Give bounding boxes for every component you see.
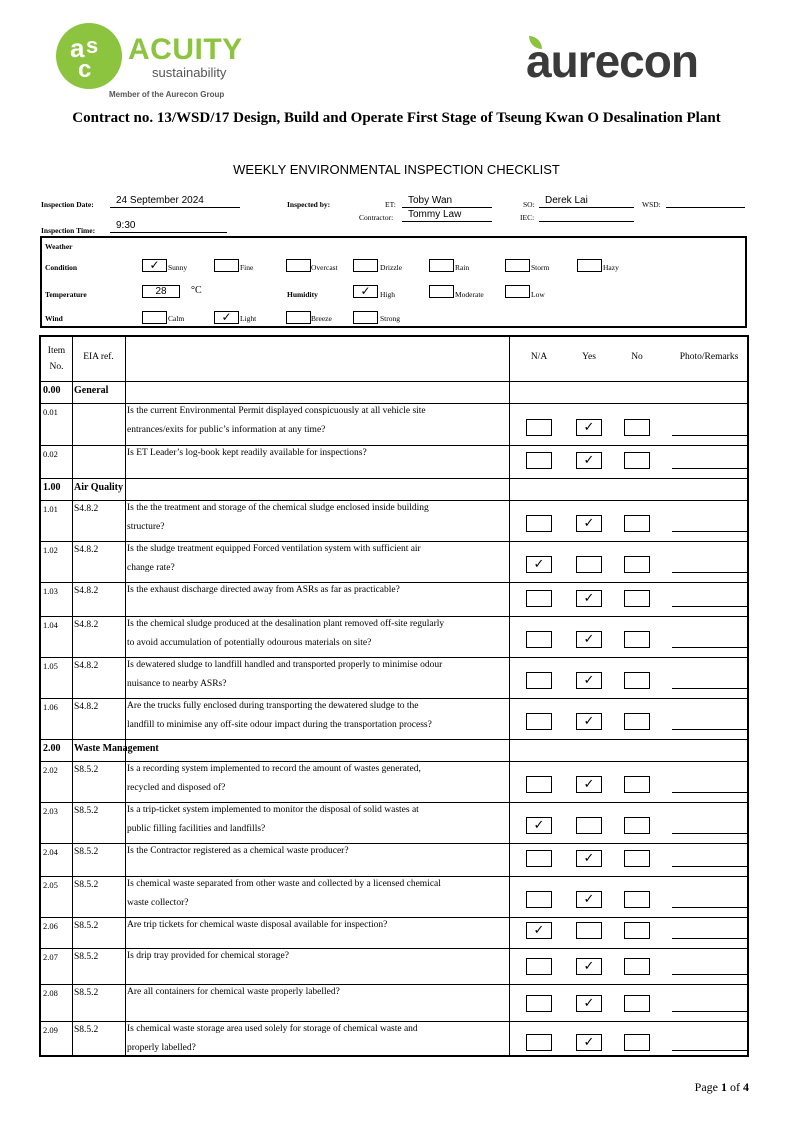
checkbox-na[interactable] — [526, 452, 552, 469]
condition-storm-label: Storm — [531, 263, 550, 272]
question-text: Is a recording system implemented to record the amount of wastes generated, — [127, 764, 421, 774]
checkbox-yes[interactable]: ✓ — [576, 776, 602, 793]
contractor-label: Contractor: — [359, 213, 394, 222]
item-number: 2.06 — [43, 921, 58, 931]
checkbox-no[interactable] — [624, 922, 650, 939]
page-number: Page 1 of 4 — [694, 1080, 749, 1094]
question-text: Is the current Environmental Permit displayed conspicuously at all vehicle site — [127, 406, 426, 416]
eia-ref: S8.5.2 — [74, 880, 99, 890]
checkbox-na[interactable] — [526, 590, 552, 607]
item-number: 2.02 — [43, 765, 58, 775]
question-text: Is the Contractor registered as a chemical waste producer? — [127, 846, 349, 856]
checkbox-yes[interactable]: ✓ — [576, 1034, 602, 1051]
eia-ref: S4.8.2 — [74, 702, 99, 712]
eia-ref: S4.8.2 — [74, 504, 99, 514]
acuity-logo-sub: sustainability — [152, 65, 227, 80]
checkbox-na[interactable] — [526, 713, 552, 730]
contract-line: Contract no. 13/WSD/17 Design, Build and Operate First Stage of Tseung Kwan O Desalination Plant — [72, 110, 721, 126]
col-header-yes: Yes — [582, 352, 596, 362]
question-text: Is the chemical sludge produced at the desalination plant removed off-site regularly — [127, 619, 445, 629]
item-number: 2.03 — [43, 806, 58, 816]
checkbox-no[interactable] — [624, 515, 650, 532]
col-header-item: Item No. — [47, 346, 66, 372]
weather-heading: Weather — [45, 242, 73, 251]
item-number: 1.02 — [43, 545, 58, 555]
condition-sunny-checkbox[interactable]: ✓ — [142, 259, 167, 272]
item-number: 2.08 — [43, 988, 58, 998]
eia-ref: S8.5.2 — [74, 847, 99, 857]
checkbox-no[interactable] — [624, 995, 650, 1012]
temperature-label: Temperature — [45, 290, 87, 299]
wind-calm-label: Calm — [168, 314, 185, 323]
so-field[interactable]: Derek Lai — [539, 195, 634, 208]
svg-text:c: c — [78, 56, 92, 83]
acuity-member-text: Member of the Aurecon Group — [109, 90, 225, 99]
temperature-field[interactable]: 28 — [142, 285, 180, 298]
condition-hazy-label: Hazy — [603, 263, 619, 272]
question-text: Is a trip-ticket system implemented to monitor the disposal of solid wastes at — [127, 805, 419, 815]
item-number: 2.09 — [43, 1025, 58, 1035]
humidity-low-checkbox[interactable] — [505, 285, 530, 298]
inspection-date-field[interactable]: 24 September 2024 — [110, 195, 240, 208]
question-text-cont: entrances/exits for public’s information at any time? — [127, 425, 326, 435]
question-text: Is chemical waste separated from other waste and collected by a licensed chemical — [127, 879, 441, 889]
checkbox-yes[interactable]: ✓ — [576, 452, 602, 469]
eia-ref: S8.5.2 — [74, 806, 99, 816]
checkbox-no[interactable] — [624, 1034, 650, 1051]
question-text-cont: landfill to minimise any off-site odour impact during the transportation process? — [127, 720, 432, 730]
checkbox-no[interactable] — [624, 631, 650, 648]
col-header-na: N/A — [530, 352, 548, 362]
eia-ref: S4.8.2 — [74, 586, 99, 596]
checkbox-no[interactable] — [624, 672, 650, 689]
checkbox-no[interactable] — [624, 590, 650, 607]
checkbox-na[interactable] — [526, 419, 552, 436]
humidity-label: Humidity — [287, 290, 318, 299]
humidity-high-checkbox[interactable]: ✓ — [353, 285, 378, 298]
question-text-cont: change rate? — [127, 563, 175, 573]
condition-sunny-label: Sunny — [168, 263, 188, 272]
remarks-line[interactable] — [672, 435, 748, 436]
item-number: 1.06 — [43, 702, 58, 712]
wind-strong-label: Strong — [380, 314, 401, 323]
remarks-line[interactable] — [672, 907, 748, 908]
item-number: 2.04 — [43, 847, 58, 857]
remarks-line[interactable] — [672, 606, 748, 607]
checkbox-yes[interactable]: ✓ — [576, 515, 602, 532]
temperature-unit: °C — [191, 285, 202, 296]
humidity-moderate-checkbox[interactable] — [429, 285, 454, 298]
wind-breeze-checkbox[interactable] — [286, 311, 311, 324]
checkbox-na[interactable] — [526, 515, 552, 532]
wind-strong-checkbox[interactable] — [353, 311, 378, 324]
inspection-time-field[interactable]: 9:30 — [110, 220, 227, 233]
et-field[interactable]: Toby Wan — [402, 195, 492, 208]
remarks-line[interactable] — [672, 792, 748, 793]
iec-field[interactable] — [539, 209, 634, 222]
so-label: SO: — [523, 200, 535, 209]
question-text: Is chemical waste storage area used solely for storage of chemical waste and — [127, 1024, 418, 1034]
checkbox-yes[interactable] — [576, 922, 602, 939]
item-number: 0.02 — [43, 449, 58, 459]
condition-overcast-label: Overcast — [311, 263, 338, 272]
wsd-field[interactable] — [666, 195, 745, 208]
question-text: Is dewatered sludge to landfill handled and transported properly to minimise odour — [127, 660, 443, 670]
question-text-cont: properly labelled? — [127, 1043, 196, 1053]
checkbox-yes[interactable]: ✓ — [576, 419, 602, 436]
question-text: Is the the treatment and storage of the chemical sludge enclosed inside building — [127, 503, 429, 513]
section-number: 0.00 — [43, 385, 61, 396]
checkbox-yes[interactable]: ✓ — [576, 713, 602, 730]
question-text: Are the trucks fully enclosed during transporting the dewatered sludge to the — [127, 701, 419, 711]
eia-ref: S4.8.2 — [74, 545, 99, 555]
condition-fine-label: Fine — [240, 263, 254, 272]
wsd-label: WSD: — [642, 200, 661, 209]
condition-rain-label: Rain — [455, 263, 470, 272]
checkbox-yes[interactable]: ✓ — [576, 850, 602, 867]
question-text-cont: to avoid accumulation of potentially odourous materials on site? — [127, 638, 372, 648]
humidity-moderate-label: Moderate — [455, 290, 484, 299]
remarks-line[interactable] — [672, 572, 748, 573]
item-number: 2.05 — [43, 880, 58, 890]
col-header-eia: EIA ref. — [83, 352, 114, 362]
checkbox-yes[interactable] — [576, 556, 602, 573]
col-header-no: No — [631, 352, 643, 362]
remarks-line[interactable] — [672, 938, 748, 939]
checkbox-na[interactable] — [526, 776, 552, 793]
checkbox-yes[interactable]: ✓ — [576, 958, 602, 975]
section-title: Waste Management — [74, 743, 159, 754]
checkbox-na[interactable] — [526, 672, 552, 689]
question-text: Is the exhaust discharge directed away from ASRs as far as practicable? — [127, 585, 400, 595]
inspected-by-label: Inspected by: — [287, 200, 331, 209]
checkbox-na[interactable] — [526, 891, 552, 908]
checkbox-na[interactable]: ✓ — [526, 817, 552, 834]
eia-ref: S8.5.2 — [74, 921, 99, 931]
checkbox-no[interactable] — [624, 891, 650, 908]
remarks-line[interactable] — [672, 468, 748, 469]
item-number: 1.01 — [43, 504, 58, 514]
remarks-line[interactable] — [672, 729, 748, 730]
item-number: 2.07 — [43, 952, 58, 962]
checkbox-na[interactable] — [526, 995, 552, 1012]
condition-drizzle-checkbox[interactable] — [353, 259, 378, 272]
inspection-time-label: Inspection Time: — [41, 226, 96, 235]
condition-rain-checkbox[interactable] — [429, 259, 454, 272]
contractor-field[interactable]: Tommy Law — [402, 209, 492, 222]
checkbox-yes[interactable]: ✓ — [576, 672, 602, 689]
checkbox-yes[interactable]: ✓ — [576, 631, 602, 648]
item-number: 1.05 — [43, 661, 58, 671]
question-text-cont: structure? — [127, 522, 165, 532]
eia-ref: S8.5.2 — [74, 988, 99, 998]
checkbox-na[interactable] — [526, 958, 552, 975]
wind-light-checkbox[interactable]: ✓ — [214, 311, 239, 324]
wind-label: Wind — [45, 314, 63, 323]
checkbox-no[interactable] — [624, 556, 650, 573]
eia-ref: S8.5.2 — [74, 1025, 99, 1035]
condition-fine-checkbox[interactable] — [214, 259, 239, 272]
row-divider — [41, 478, 747, 479]
checkbox-no[interactable] — [624, 713, 650, 730]
question-text: Is ET Leader’s log-book kept readily available for inspections? — [127, 448, 367, 458]
iec-label: IEC: — [520, 213, 535, 222]
acuity-logo-mark — [56, 23, 122, 89]
condition-overcast-checkbox[interactable] — [286, 259, 311, 272]
row-divider — [41, 739, 747, 740]
svg-text:a: a — [70, 33, 85, 63]
remarks-line[interactable] — [672, 688, 748, 689]
question-text-cont: waste collector? — [127, 898, 189, 908]
item-number: 1.03 — [43, 586, 58, 596]
checkbox-no[interactable] — [624, 958, 650, 975]
condition-label: Condition — [45, 263, 78, 272]
checkbox-yes[interactable]: ✓ — [576, 995, 602, 1012]
checkbox-no[interactable] — [624, 419, 650, 436]
wind-breeze-label: Breeze — [311, 314, 332, 323]
inspection-date-label: Inspection Date: — [41, 200, 94, 209]
checkbox-na[interactable] — [526, 850, 552, 867]
checkbox-yes[interactable] — [576, 817, 602, 834]
remarks-line[interactable] — [672, 866, 748, 867]
col-header-remarks: Photo/Remarks — [679, 352, 739, 362]
condition-storm-checkbox[interactable] — [505, 259, 530, 272]
checkbox-yes[interactable]: ✓ — [576, 590, 602, 607]
item-number: 0.01 — [43, 407, 58, 417]
eia-ref: S8.5.2 — [74, 952, 99, 962]
question-text: Are all containers for chemical waste properly labelled? — [127, 987, 340, 997]
section-number: 2.00 — [43, 743, 61, 754]
checkbox-na[interactable] — [526, 1034, 552, 1051]
remarks-line[interactable] — [672, 1011, 748, 1012]
remarks-line[interactable] — [672, 647, 748, 648]
eia-ref: S8.5.2 — [74, 765, 99, 775]
question-text-cont: nuisance to nearby ASRs? — [127, 679, 227, 689]
humidity-high-label: High — [380, 290, 395, 299]
section-title: Air Quality — [74, 482, 123, 493]
eia-ref: S4.8.2 — [74, 620, 99, 630]
remarks-line[interactable] — [672, 531, 748, 532]
remarks-line[interactable] — [672, 833, 748, 834]
question-text-cont: recycled and disposed of? — [127, 783, 226, 793]
checkbox-no[interactable] — [624, 452, 650, 469]
checkbox-na[interactable]: ✓ — [526, 922, 552, 939]
remarks-line[interactable] — [672, 1050, 748, 1051]
checkbox-yes[interactable]: ✓ — [576, 891, 602, 908]
checklist-table — [39, 335, 749, 1057]
item-number: 1.04 — [43, 620, 58, 630]
checkbox-na[interactable] — [526, 631, 552, 648]
wind-calm-checkbox[interactable] — [142, 311, 167, 324]
humidity-low-label: Low — [531, 290, 545, 299]
question-text-cont: public filling facilities and landfills? — [127, 824, 266, 834]
question-text: Is drip tray provided for chemical storage? — [127, 951, 289, 961]
checkbox-no[interactable] — [624, 776, 650, 793]
condition-hazy-checkbox[interactable] — [577, 259, 602, 272]
checkbox-no[interactable] — [624, 850, 650, 867]
et-label: ET: — [385, 200, 396, 209]
wind-light-label: Light — [240, 314, 257, 323]
svg-text:s: s — [86, 33, 99, 58]
aurecon-logo: aurecon — [526, 35, 698, 87]
section-number: 1.00 — [43, 482, 61, 493]
acuity-logo-name: ACUITY — [128, 33, 243, 66]
section-title: General — [74, 385, 109, 396]
condition-drizzle-label: Drizzle — [380, 263, 403, 272]
question-text: Is the sludge treatment equipped Forced ventilation system with sufficient air — [127, 544, 421, 554]
row-divider — [41, 381, 747, 382]
checkbox-na[interactable]: ✓ — [526, 556, 552, 573]
remarks-line[interactable] — [672, 974, 748, 975]
eia-ref: S4.8.2 — [74, 661, 99, 671]
question-text: Are trip tickets for chemical waste disposal available for inspection? — [127, 920, 388, 930]
page-title: WEEKLY ENVIRONMENTAL INSPECTION CHECKLIST — [233, 162, 560, 177]
checkbox-no[interactable] — [624, 817, 650, 834]
